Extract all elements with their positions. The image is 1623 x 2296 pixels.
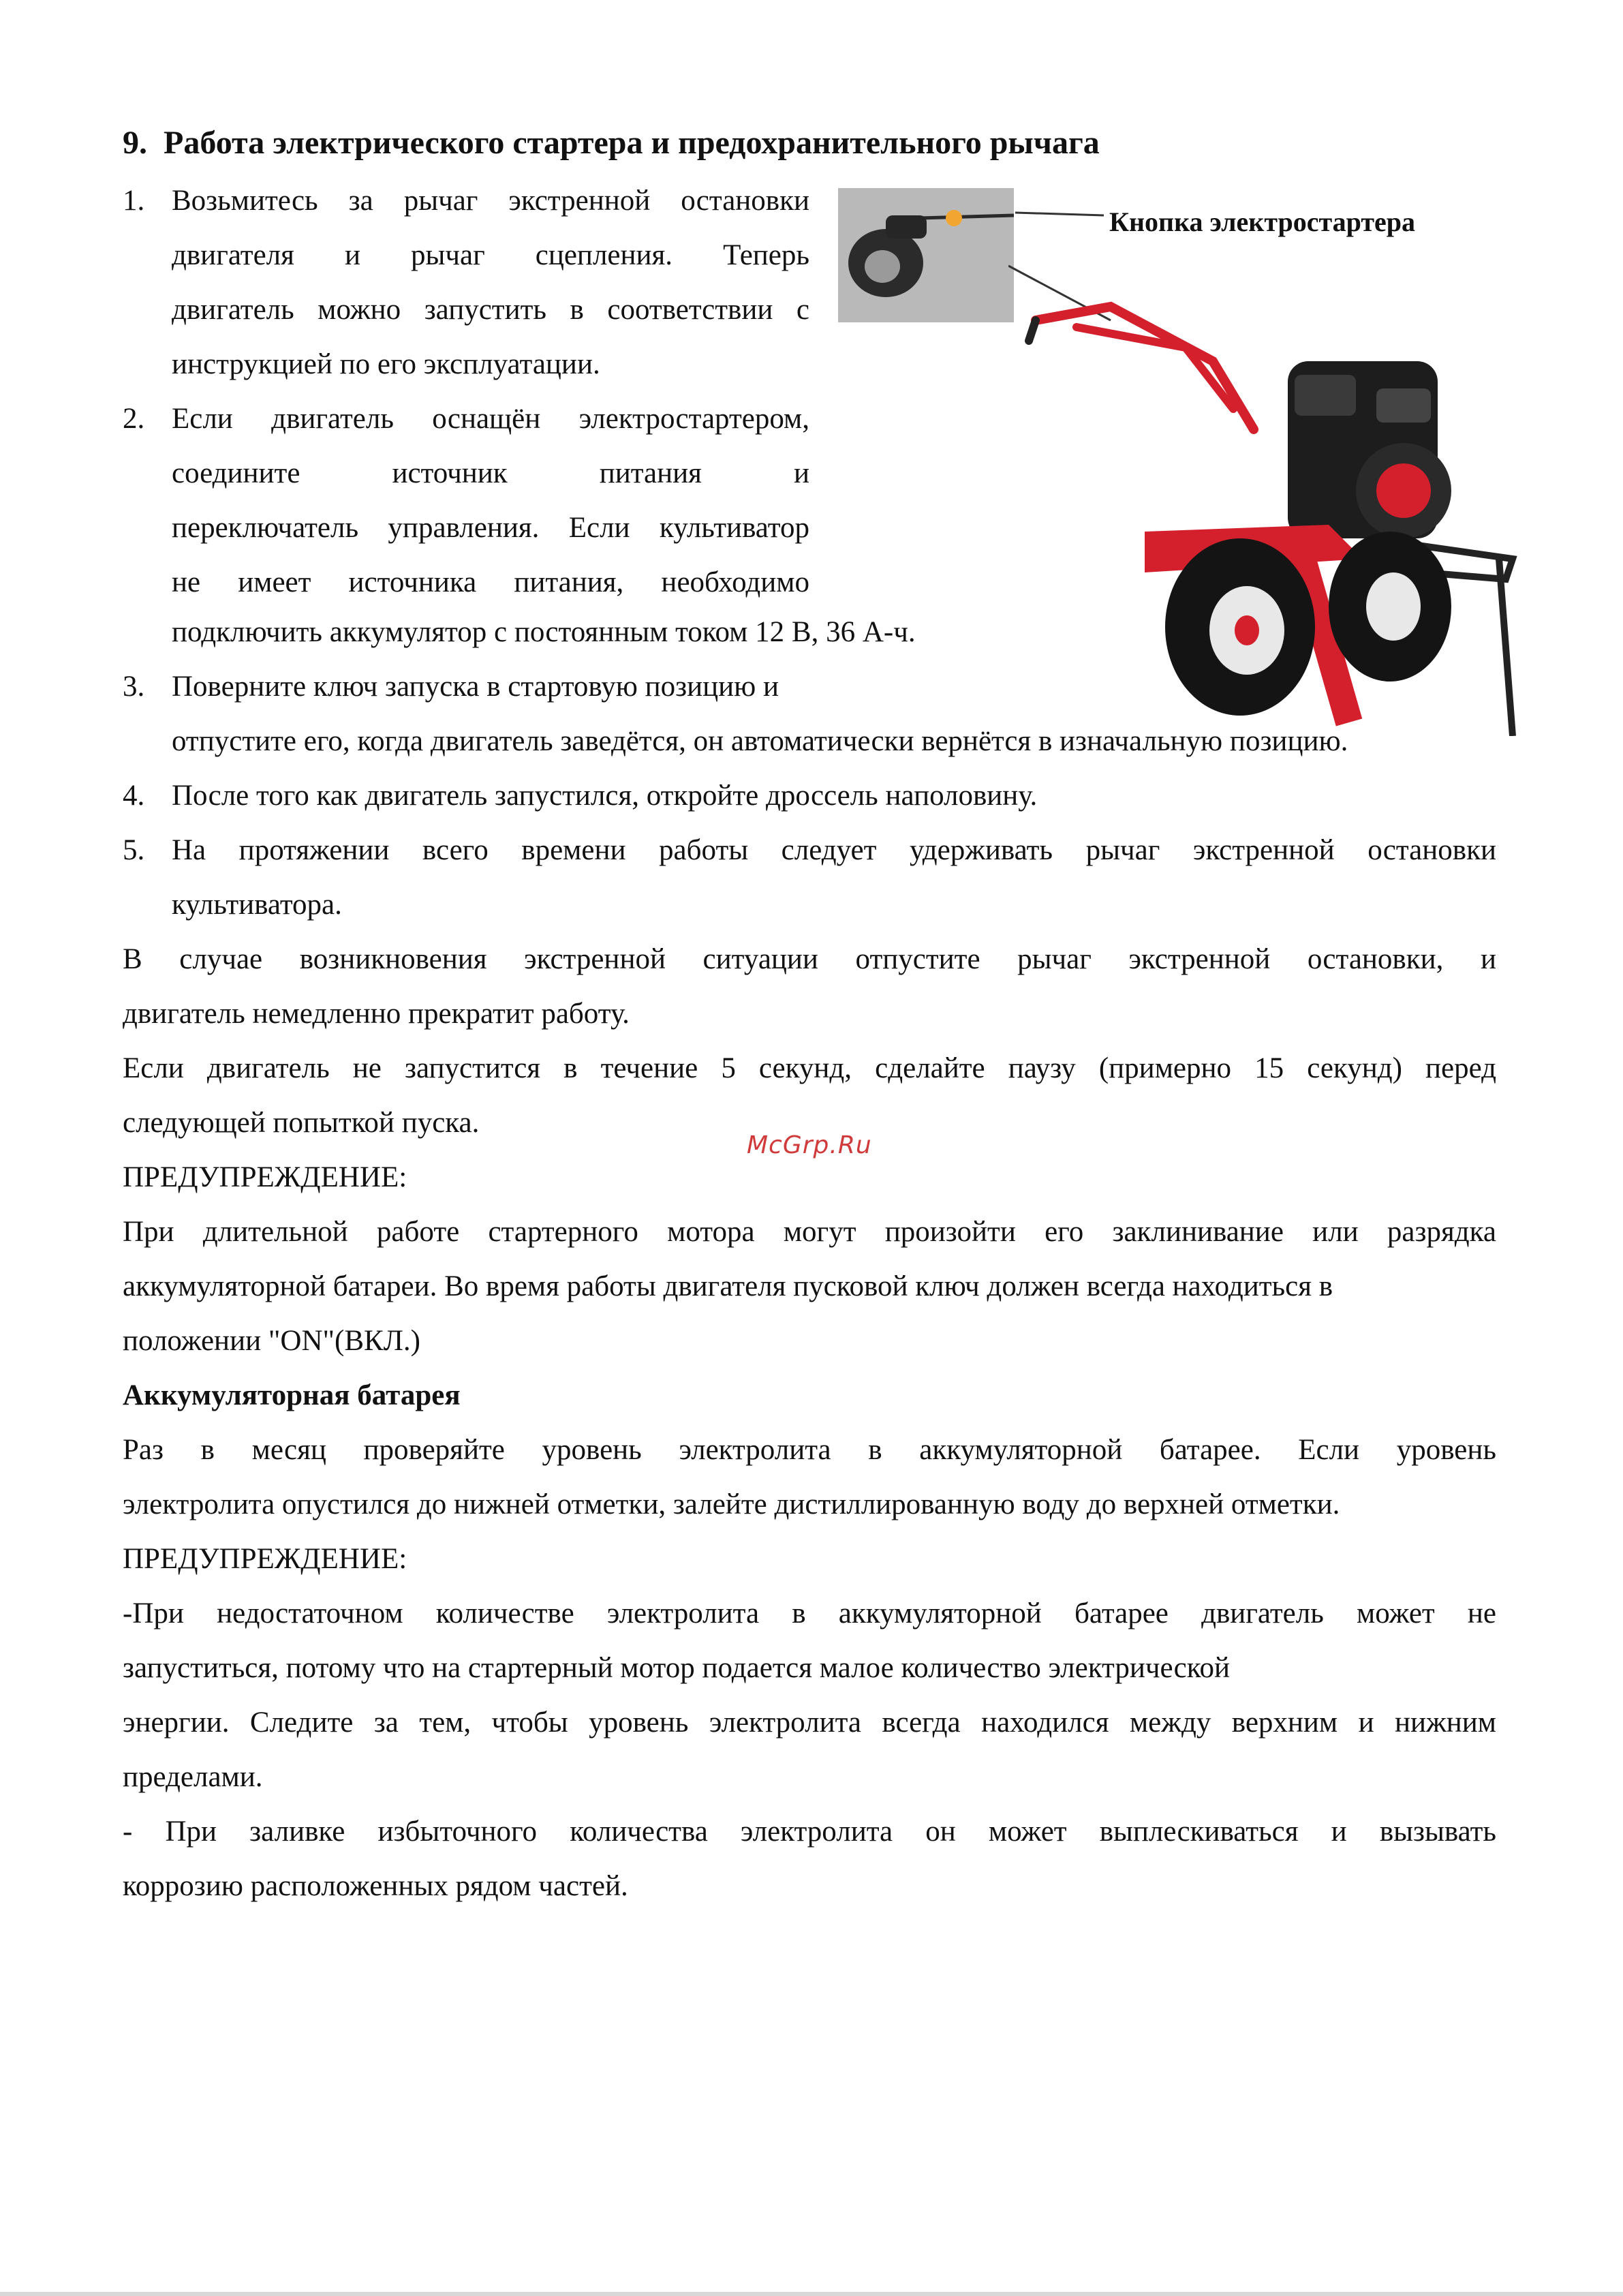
list-item-line: культиватора. [172,889,342,921]
list-item-line: Поверните ключ запуска в стартовую позицию и [172,671,779,703]
paragraph-line: положении "ON"(ВКЛ.) [123,1325,420,1357]
paragraph-line: Если двигатель не запустится в течение 5 секунд, сделайте паузу (примерно 15 секунд) перед [123,1052,1496,1084]
paragraph-line: запуститься, потому что на стартерный мотор подается малое количество электрической [123,1652,1230,1684]
list-item-line: инструкцией по его эксплуатации. [172,348,600,380]
list-item-line: Возьмитесь за рычаг экстренной остановки [172,185,809,217]
list-item-line: переключатель управления. Если культиватор [172,512,809,544]
paragraph-line: пределами. [123,1761,263,1793]
list-number: 3. [123,671,145,703]
paragraph-line: энергии. Следите за тем, чтобы уровень электролита всегда находился между верхним и нижним [123,1706,1496,1739]
list-number: 4. [123,780,145,812]
section-number: 9. [123,125,147,161]
list-item-line: На протяжении всего времени работы следует удерживать рычаг экстренной остановки [172,834,1496,866]
paragraph-line: следующей попыткой пуска. [123,1107,480,1139]
tiller-illustration [1008,204,1526,736]
list-item-line: отпустите его, когда двигатель заведётся, он автоматически вернётся в изначальную позицию. [172,725,1348,757]
list-item-line: Если двигатель оснащён электростартером, [172,403,809,435]
paragraph-line: При длительной работе стартерного мотора могут произойти его заклинивание или разрядка [123,1216,1496,1248]
subsection-heading: Аккумуляторная батарея [123,1379,461,1411]
page-bottom-edge [0,2292,1623,2296]
list-number: 5. [123,834,145,866]
list-item-line: После того как двигатель запустился, откройте дроссель наполовину. [172,780,1038,812]
list-item-line: не имеет источника питания, необходимо [172,566,809,598]
paragraph-line: аккумуляторной батареи. Во время работы двигателя пусковой ключ должен всегда находиться в [123,1270,1333,1302]
list-item-line: подключить аккумулятор с постоянным током 12 В, 36 А-ч. [172,616,916,648]
warning-label: ПРЕДУПРЕЖДЕНИЕ: [123,1161,407,1193]
paragraph-line: коррозию расположенных рядом частей. [123,1870,628,1902]
list-number: 1. [123,185,145,217]
section-title: Работа электрического стартера и предохранительного рычага [164,125,1100,161]
paragraph-line: двигатель немедленно прекратит работу. [123,998,630,1030]
section-heading [123,124,1100,162]
list-item-line: соедините источник питания и [172,457,809,489]
paragraph-line: -При недостаточном количестве электролита в аккумуляторной батарее двигатель может не [123,1597,1496,1629]
starter-button-photo [838,188,1014,322]
paragraph-line: В случае возникновения экстренной ситуации отпустите рычаг экстренной остановки, и [123,943,1496,975]
figure-caption: Кнопка электростартера [1109,206,1415,237]
list-item-line: двигателя и рычаг сцепления. Теперь [172,239,809,271]
paragraph-line: - При заливке избыточного количества электролита он может выплескиваться и вызывать [123,1816,1496,1848]
list-number: 2. [123,403,145,435]
warning-label: ПРЕДУПРЕЖДЕНИЕ: [123,1543,407,1575]
paragraph-line: электролита опустился до нижней отметки, залейте дистиллированную воду до верхней отметки. [123,1488,1340,1520]
list-item-line: двигатель можно запустить в соответствии с [172,294,809,326]
paragraph-line: Раз в месяц проверяйте уровень электролита в аккумуляторной батарее. Если уровень [123,1434,1496,1466]
watermark: McGrp.Ru [747,1131,872,1159]
